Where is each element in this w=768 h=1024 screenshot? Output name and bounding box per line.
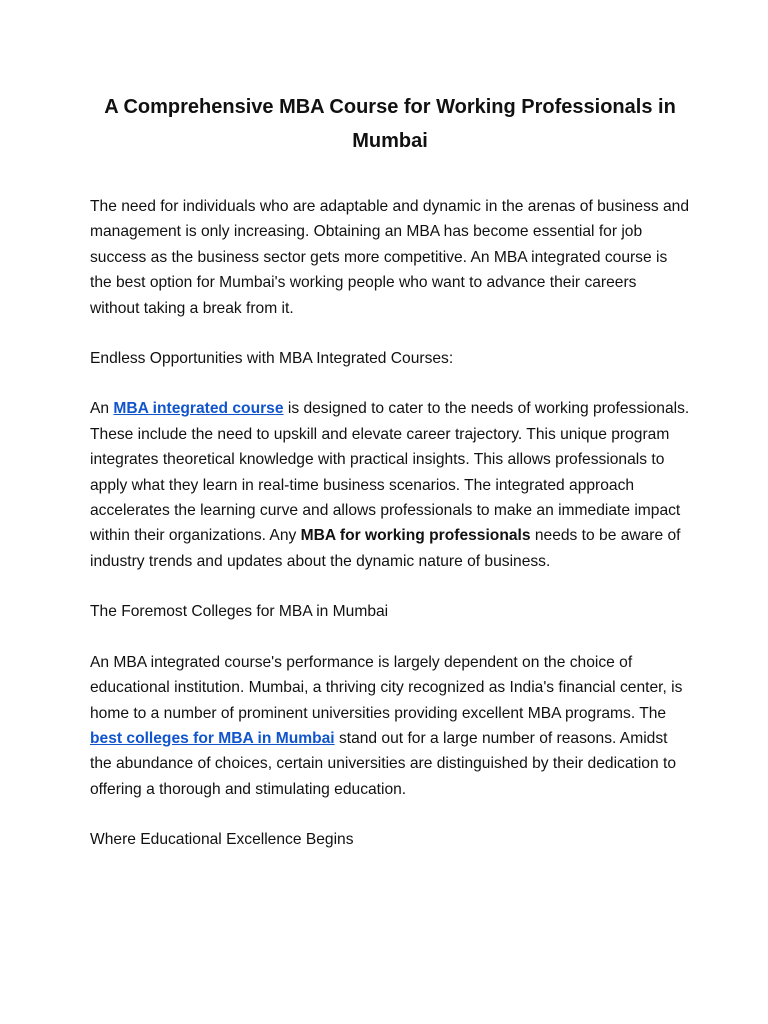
document-title: A Comprehensive MBA Course for Working Professionals in Mumbai	[104, 96, 676, 152]
paragraph-text: An	[90, 400, 114, 418]
colleges-paragraph	[90, 650, 690, 802]
best-colleges-link[interactable]: best colleges for MBA in Mumbai	[90, 729, 335, 747]
section-heading-opportunities: Endless Opportunities with MBA Integrated Courses:	[90, 350, 454, 368]
paragraph-text: is designed to cater to the needs of working professionals. These include the need to upskill and elevate career trajectory. This unique program integrates theoretical knowledge with practical insights. This allows professionals to apply what they learn in real-time business scenarios. The integrated approach accelerates the learning curve and allows professionals to make an immediate impact within their organizations. Any	[90, 400, 690, 545]
paragraph-text: needs to be aware of industry trends and updates about the dynamic nature of business.	[90, 527, 681, 570]
section-heading-colleges: The Foremost Colleges for MBA in Mumbai	[90, 603, 389, 621]
section-heading-excellence: Where Educational Excellence Begins	[90, 831, 354, 849]
document-page	[90, 90, 690, 878]
opportunities-paragraph	[90, 396, 690, 574]
intro-paragraph: The need for individuals who are adaptable and dynamic in the arenas of business and management is only increasing. Obtaining an MBA has become essential for job success as the business sector gets more competitive. An MBA integrated course is the best option for Mumbai's working people who want to advance their careers without taking a break from it.	[90, 198, 690, 317]
paragraph-text: stand out for a large number of reasons. Amidst the abundance of choices, certain universities are distinguished by their dedication to offering a thorough and stimulating education.	[90, 729, 676, 798]
bold-phrase: MBA for working professionals	[300, 527, 531, 545]
paragraph-text: An MBA integrated course's performance is largely dependent on the choice of educational institution. Mumbai, a thriving city recognized as India's financial center, is home to a number of prominent universities providing excellent MBA programs. The	[90, 653, 683, 722]
mba-integrated-course-link[interactable]: MBA integrated course	[113, 400, 284, 418]
